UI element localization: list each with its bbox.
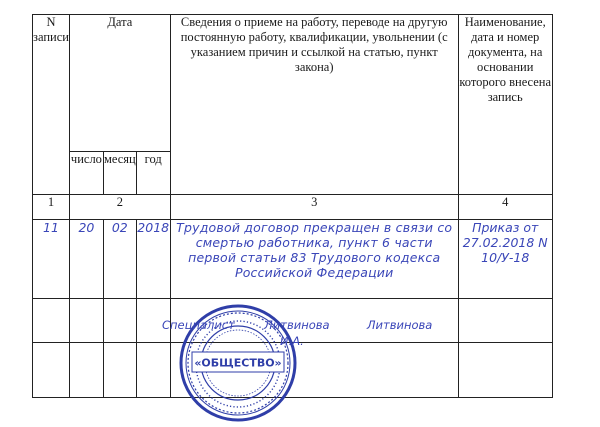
entry-day: 20	[69, 220, 103, 299]
entry-text: Трудовой договор прекращен в связи со смертью работника, пункт 6 части первой статьи 83 Трудового кодекса Российской Федерации	[170, 220, 458, 299]
signature-block	[162, 318, 462, 348]
header-date: Дата	[69, 15, 170, 152]
entry-document: Приказ от 27.02.2018 N 10/У-18	[458, 220, 552, 299]
column-number-2: 2	[69, 195, 170, 220]
column-number-1: 1	[33, 195, 70, 220]
empty-cell	[458, 343, 552, 398]
empty-cell	[136, 343, 170, 398]
empty-cell	[103, 343, 136, 398]
seal-org-name: «ОБЩЕСТВО»	[194, 356, 282, 370]
header-year: год	[136, 152, 170, 195]
empty-cell	[69, 299, 103, 343]
entry-year: 2018	[136, 220, 170, 299]
header-document: Наименование, дата и номер документа, на основании которого внесена запись	[458, 15, 552, 195]
header-record-number: N записи	[33, 15, 70, 195]
empty-cell	[33, 343, 70, 398]
empty-cell	[103, 299, 136, 343]
empty-cell	[33, 299, 70, 343]
entry-record-number: 11	[33, 220, 70, 299]
empty-cell	[458, 299, 552, 343]
header-month: месяц	[103, 152, 136, 195]
header-info: Сведения о приеме на работу, переводе на другую постоянную работу, квалификации, увольнении (с указанием причин и ссылкой на статью, пункт закона)	[170, 15, 458, 195]
signer-initials: И.А.	[280, 334, 304, 348]
empty-cell	[69, 343, 103, 398]
column-number-3: 3	[170, 195, 458, 220]
signer-name: Литвинова	[264, 318, 330, 332]
entry-month: 02	[103, 220, 136, 299]
column-number-4: 4	[458, 195, 552, 220]
signer-position: Специалист	[162, 318, 235, 332]
header-day: число	[69, 152, 103, 195]
signer-signature: Литвинова	[366, 318, 433, 332]
